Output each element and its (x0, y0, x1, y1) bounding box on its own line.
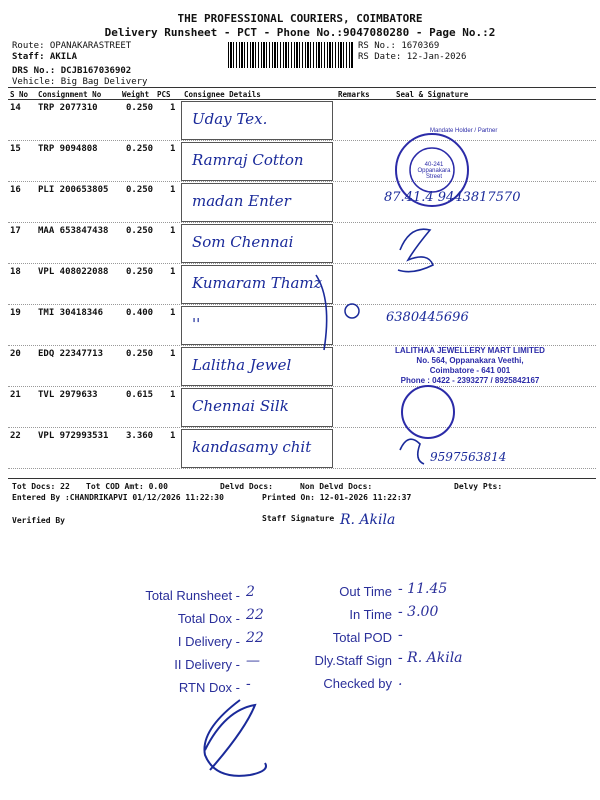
vehicle-text: Vehicle: Big Bag Delivery (12, 77, 148, 87)
summary-right-value: - R. Akila (398, 650, 463, 666)
row-consignment: TMI 30418346 (38, 308, 104, 318)
row-pcs: 1 (170, 308, 176, 318)
row-consignment: MAA 653847438 (38, 226, 109, 236)
row-pcs: 1 (170, 267, 176, 277)
col-weight: Weight (122, 90, 150, 99)
summary-left-value: 22 (246, 607, 264, 623)
row-weight: 0.250 (126, 103, 154, 113)
tot-cod: Tot COD Amt: 0.00 (86, 482, 168, 491)
row-consignee: Kumaram Thamz (192, 274, 322, 292)
delvy-pts: Delvy Pts: (454, 482, 503, 491)
row-pcs: 1 (170, 144, 176, 154)
summary-right-label: Out Time (339, 584, 392, 599)
remark-circle (345, 304, 359, 318)
rs-no-text: RS No.: 1670369 (358, 41, 440, 51)
non-delvd-docs: Non Delvd Docs: (300, 482, 373, 491)
summary-left-label: II Delivery - (174, 657, 240, 672)
row-consignment: PLI 200653805 (38, 185, 109, 195)
signature-scribble-17 (398, 229, 433, 271)
row-consignment: TRP 9094808 (38, 144, 98, 154)
summary-right-label: Total POD (332, 630, 392, 645)
staff-text: Staff: AKILA (12, 52, 78, 62)
row-sno: 19 (10, 308, 21, 318)
row-consignment: VPL 972993531 (38, 431, 109, 441)
summary-left-label: I Delivery - (177, 634, 240, 649)
top-stamp-text: 40-241 Oppanakara Street (417, 162, 451, 180)
row-consignee: Ramraj Cotton (192, 151, 304, 169)
route-text: Route: OPANAKARASTREET (12, 41, 132, 51)
summary-left-label: RTN Dox - (178, 680, 240, 695)
row-sno: 17 (10, 226, 21, 236)
top-stamp-title: Mandate Holder / Partner (430, 128, 498, 134)
row-consignment: TRP 2077310 (38, 103, 98, 113)
row-weight: 0.615 (126, 390, 154, 400)
summary-left-value: 22 (246, 630, 264, 646)
row-sno: 22 (10, 431, 21, 441)
row-sno: 14 (10, 103, 21, 113)
checked-signature-scribble (180, 690, 300, 790)
col-consignee: Consignee Details (184, 90, 261, 99)
row-weight: 0.250 (126, 185, 154, 195)
signature-row-16: 87.41.4 9443817570 (384, 190, 521, 205)
lalithaa-phone: Phone : 0422 - 2393277 / 8925842167 (400, 376, 540, 385)
runsheet-title: Delivery Runsheet - PCT - Phone No.:9047080280 - Page No.:2 (104, 26, 496, 39)
printed-on: Printed On: 12-01-2026 11:22:37 (262, 493, 412, 502)
summary-left-value: - (246, 676, 251, 692)
summary-right-value: - (398, 627, 403, 643)
col-seal-signature: Seal & Signature (396, 90, 469, 99)
summary-right-label: Checked by (323, 676, 392, 691)
lalithaa-name: LALITHAA JEWELLERY MART LIMITED (395, 346, 545, 355)
row-sno: 20 (10, 349, 21, 359)
row-consignee: Uday Tex. (192, 110, 268, 128)
row-pcs: 1 (170, 103, 176, 113)
summary-right-label: In Time (349, 607, 392, 622)
row-pcs: 1 (170, 431, 176, 441)
lalithaa-addr1: No. 564, Oppanakara Veethi, (416, 356, 524, 365)
bracket-mark (316, 275, 327, 350)
company-title: THE PROFESSIONAL COURIERS, COIMBATORE (177, 12, 423, 25)
row-sno: 21 (10, 390, 21, 400)
row-consignee: Lalitha Jewel (192, 356, 292, 374)
tot-docs: Tot Docs: 22 (12, 482, 70, 491)
signature-scribble-22 (400, 439, 424, 464)
row-pcs: 1 (170, 185, 176, 195)
lalithaa-addr2: Coimbatore - 641 001 (429, 366, 511, 375)
row-weight: 3.360 (126, 431, 154, 441)
row-consignee: Som Chennai (192, 233, 294, 251)
row-weight: 0.400 (126, 308, 154, 318)
row-sno: 15 (10, 144, 21, 154)
row-pcs: 1 (170, 226, 176, 236)
staff-signature-hand: R. Akila (340, 512, 396, 528)
verified-by: Verified By (12, 516, 65, 525)
row-consignee: '' (192, 315, 201, 333)
row-weight: 0.250 (126, 267, 154, 277)
row-pcs: 1 (170, 349, 176, 359)
row-consignee: Chennai Silk (192, 397, 289, 415)
col-consignment: Consignment No (38, 90, 102, 99)
footer-rule (8, 478, 596, 479)
row-weight: 0.250 (126, 349, 154, 359)
summary-right-value: - 11.45 (398, 581, 448, 597)
lalithaa-seal (402, 386, 454, 438)
row-pcs: 1 (170, 390, 176, 400)
summary-right-value: - 3.00 (398, 604, 439, 620)
entered-by: Entered By :CHANDRIKAPVI 01/12/2026 11:22:30 (12, 493, 224, 502)
row-consignment: VPL 408022088 (38, 267, 109, 277)
col-pcs: PCS (157, 90, 171, 99)
summary-right-value: . (398, 673, 403, 689)
row-consignee: madan Enter (192, 192, 291, 210)
summary-left-value: — (246, 653, 260, 669)
row-consignee: kandasamy chit (192, 438, 312, 456)
drs-text: DRS No.: DCJB167036902 (12, 66, 132, 76)
row-sno: 18 (10, 267, 21, 277)
row-sno: 16 (10, 185, 21, 195)
summary-left-label: Total Runsheet - (145, 588, 240, 603)
row-weight: 0.250 (126, 226, 154, 236)
summary-right-label: Dly.Staff Sign (314, 653, 392, 668)
lalithaa-stamp (380, 346, 560, 386)
col-remarks: Remarks (338, 90, 370, 99)
col-sno: S No (10, 90, 29, 99)
summary-left-value: 2 (246, 584, 255, 600)
row-weight: 0.250 (126, 144, 154, 154)
summary-left-label: Total Dox - (177, 611, 240, 626)
row-consignment: TVL 2979633 (38, 390, 98, 400)
signature-row-19: 6380445696 (386, 310, 469, 325)
staff-signature-label: Staff Signature (262, 514, 335, 523)
row-consignment: EDQ 22347713 (38, 349, 104, 359)
delvd-docs: Delvd Docs: (220, 482, 273, 491)
signature-row-22: 9597563814 (430, 450, 507, 464)
rs-date-text: RS Date: 12-Jan-2026 (358, 52, 467, 62)
